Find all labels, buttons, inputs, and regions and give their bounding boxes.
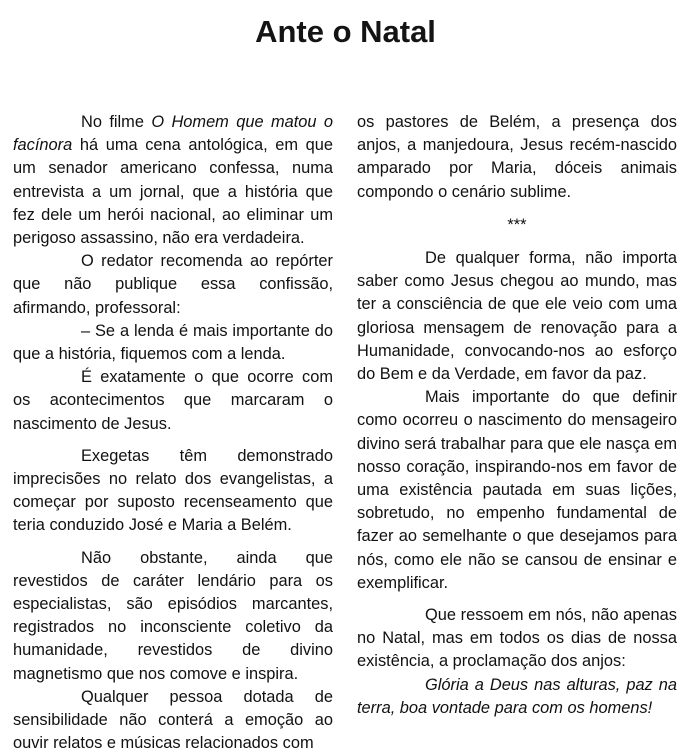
paragraph: Não obstante, ainda que revestidos de caráter lendário para os especialistas, são episódios marcantes, registrados no inconsciente coletivo da humanidade, revestidos de divino magnetismo que nos comove e inspira. — [13, 548, 333, 683]
left-column — [13, 111, 333, 755]
paragraph: De qualquer forma, não importa saber como Jesus chegou ao mundo, mas ter a consciência de que ele veio com uma gloriosa mensagem de renovação para a Humanidade, convocando-nos ao esforço do Bem e da Verdade, em favor da paz. — [357, 249, 677, 384]
paragraph: O redator recomenda ao repórter que não publique essa confissão, afirmando, professoral: — [13, 252, 333, 317]
right-column — [357, 111, 677, 720]
paragraph: Mais importante do que definir como ocorreu o nascimento do mensageiro divino será trabalhar para que ele nasça em nosso coração, inspirando-nos em favor de uma existência pautada em suas lições, sobretudo, no empenho fundamental de fazer ao semelhante o que desejamos para nós, como ele não se cansou de ensinar e exemplificar. — [357, 388, 677, 592]
closing-quote: Glória a Deus nas alturas, paz na terra, boa vontade para com os homens! — [357, 675, 677, 717]
page-title: Ante o Natal — [255, 14, 436, 49]
paragraph: Exegetas têm demonstrado imprecisões no relato dos evangelistas, a começar por suposto recenseamento que teria conduzido José e Maria a Belém. — [13, 446, 333, 535]
section-separator: *** — [507, 215, 527, 234]
paragraph: Qualquer pessoa dotada de sensibilidade não conterá a emoção ao ouvir relatos e músicas relacionados com — [13, 687, 333, 753]
paragraph: os pastores de Belém, a presença dos anjos, a manjedoura, Jesus recém-nascido amparado por Maria, dóceis animais compondo o cenário sublime. — [357, 113, 677, 201]
paragraph: É exatamente o que ocorre com os acontecimentos que marcaram o nascimento de Jesus. — [13, 368, 333, 433]
quote-paragraph: – Se a lenda é mais importante do que a história, fiquemos com a lenda. — [13, 321, 333, 364]
paragraph: Que ressoem em nós, não apenas no Natal, mas em todos os dias de nossa existência, a proclamação dos anjos: — [357, 606, 677, 671]
paragraph: No filme O Homem que matou o facínora há uma cena antológica, em que um senador americano confessa, numa entrevista a um jornal, que a história que fez dele um herói nacional, ao eliminar um perigoso assassino, não era verdadeira. — [13, 113, 333, 248]
film-title: O Homem que matou o facínora — [13, 113, 333, 155]
